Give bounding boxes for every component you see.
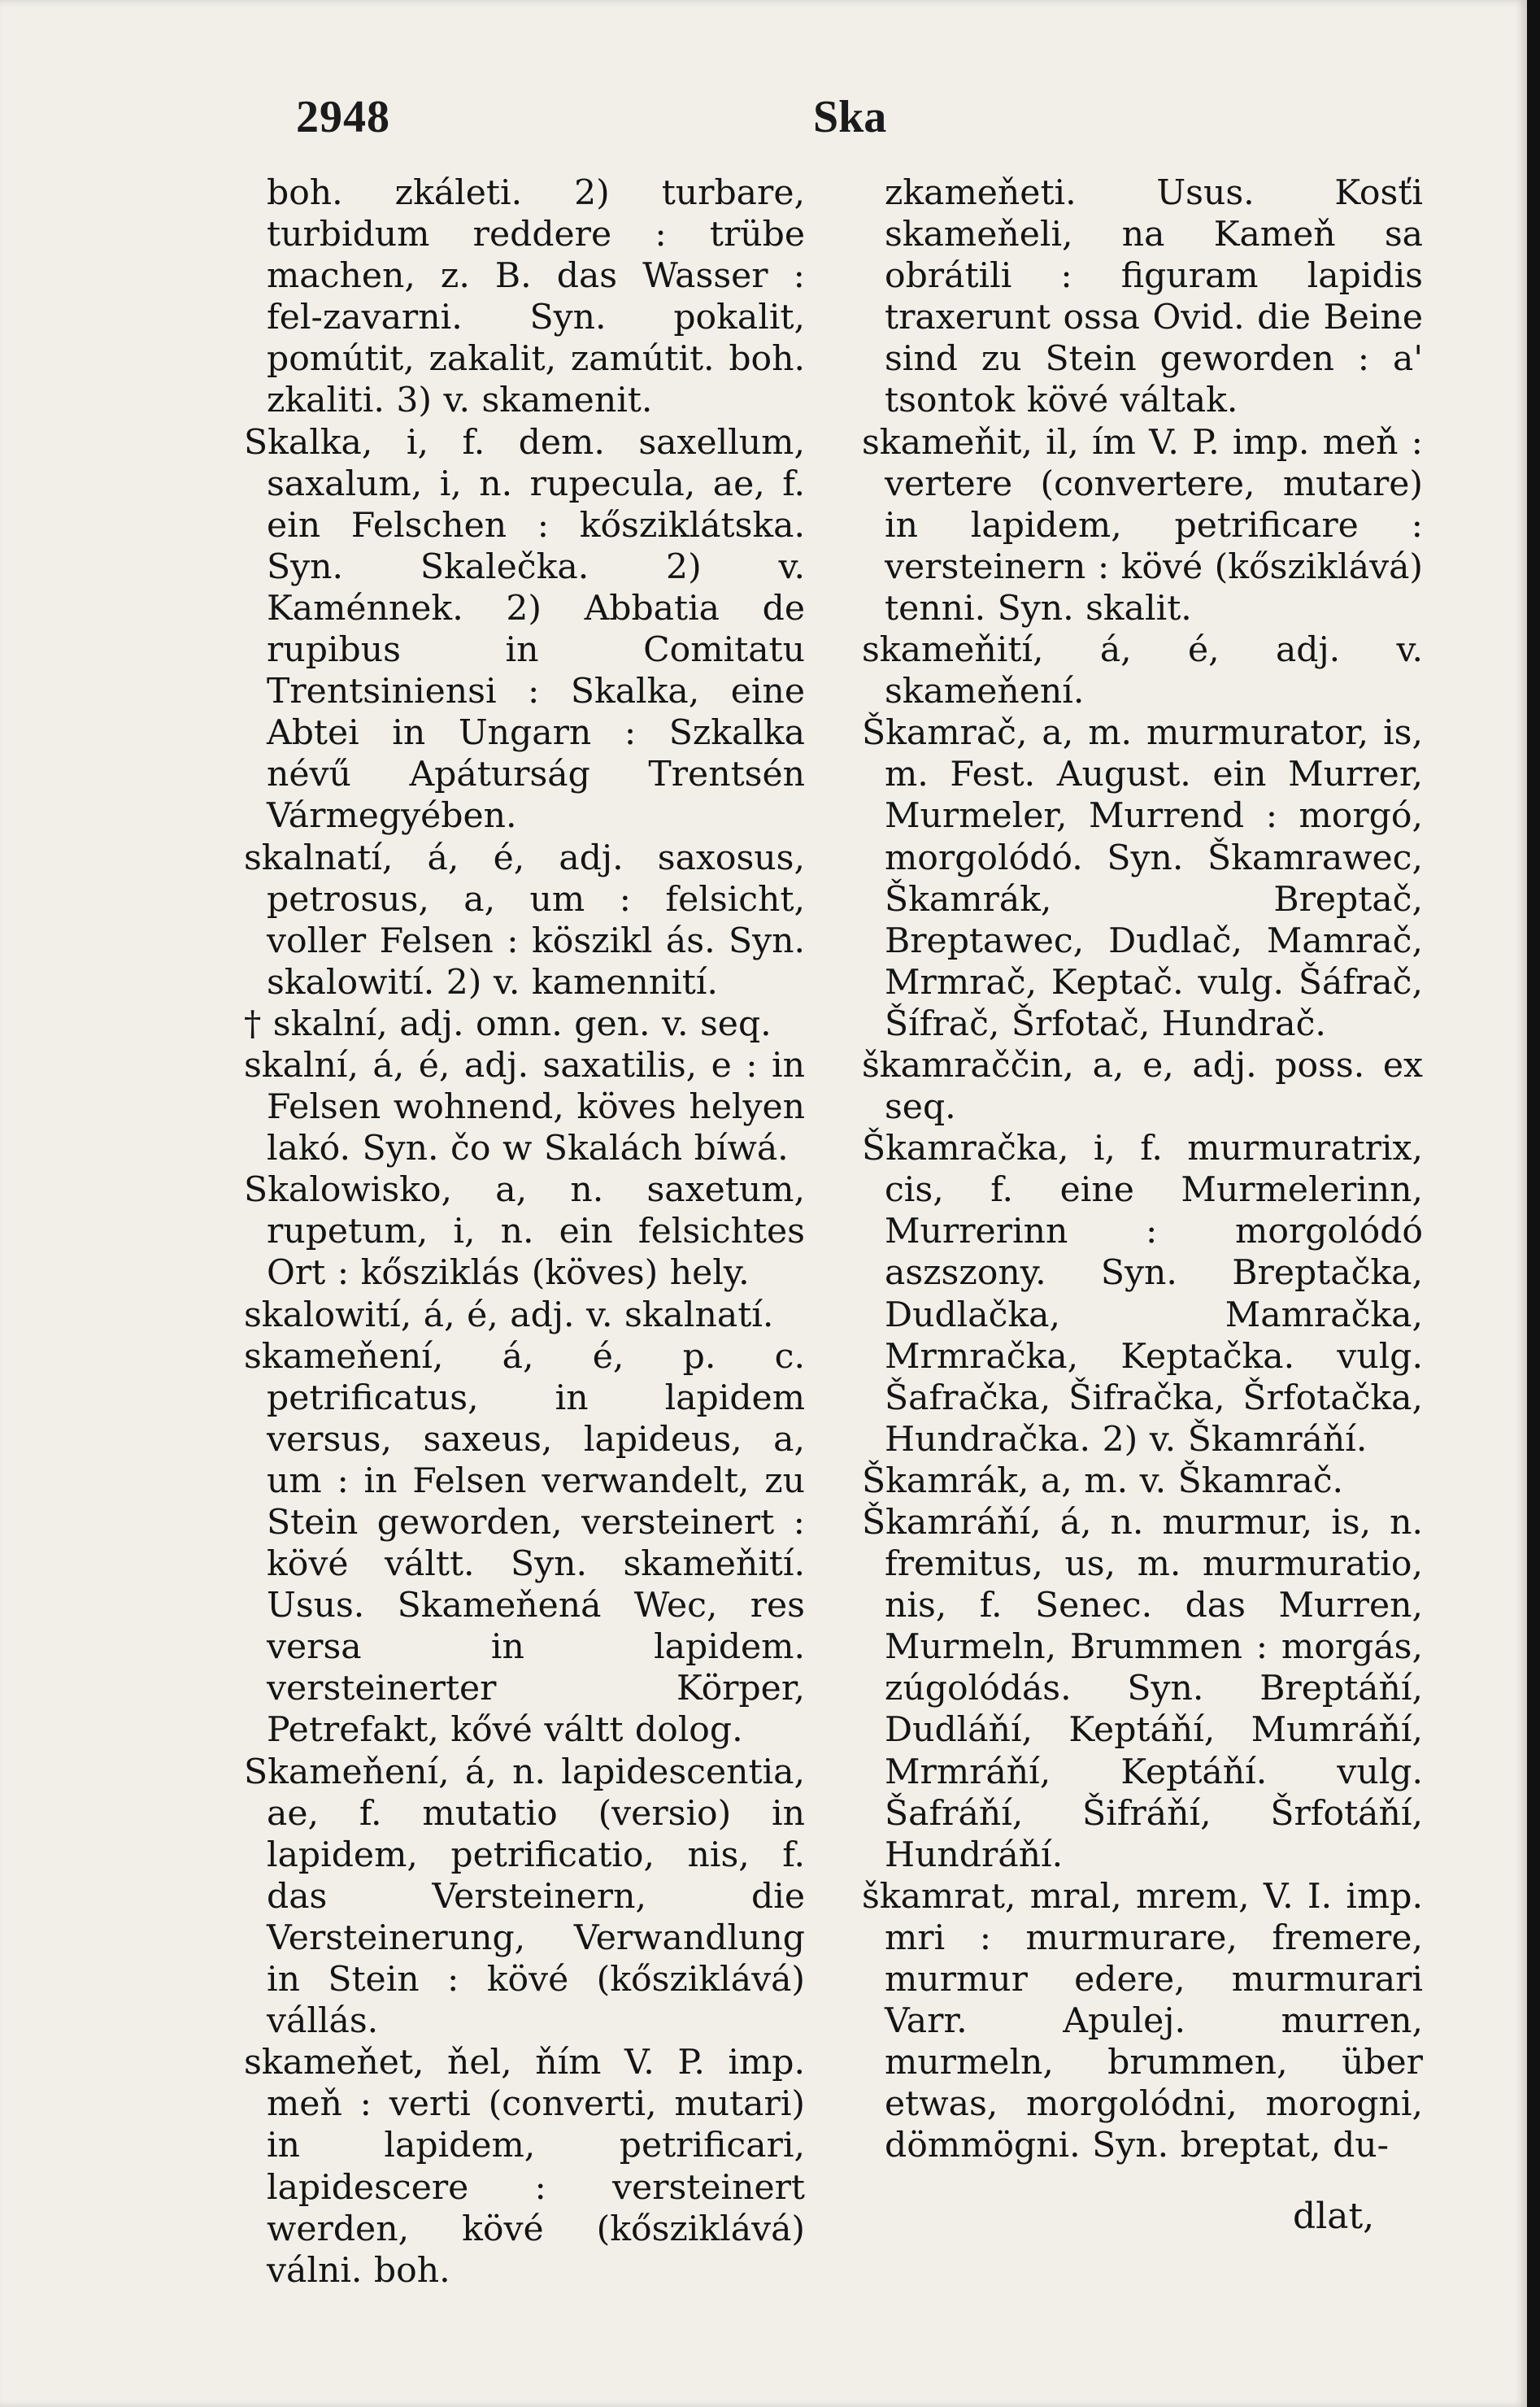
- dictionary-entry: Škamráňí, á, n. murmur, is, n. fremitus, us, m. murmuratio, nis, f. Senec. das Murren, Murmeln, Brummen : morgás, zúgolódás. Syn. Breptáňí, Dudláňí, Keptáňí, Mumráňí, Mrmráňí, Keptáňí. vulg. Šafráňí, Šifráňí, Šrfotáňí, Hundráňí.: [862, 1503, 1423, 1875]
- dictionary-entry: skameňit, il, ím V. P. imp. meň : vertere (convertere, mutare) in lapidem, petrificare : versteinern : kövé (kősziklává) tenni. Syn. skalit.: [862, 422, 1423, 629]
- dictionary-entry: skameňet, ňel, ňím V. P. imp. meň : verti (converti, mutari) in lapidem, petrificari, lapidescere : versteinert werden, kövé (kősziklává) válni. boh.: [244, 2043, 805, 2291]
- dictionary-entry: skalní, á, é, adj. saxatilis, e : in Felsen wohnend, köves helyen lakó. Syn. čo w Skalách bíwá.: [244, 1045, 805, 1169]
- right-column: [862, 172, 1423, 2167]
- catchword: dlat,: [1293, 2196, 1375, 2237]
- dictionary-entry: zkameňeti. Usus. Kosťi skameňeli, na Kameň sa obrátili : figuram lapidis traxerunt ossa Ovid. die Beine sind zu Stein geworden : a' tsontok kövé váltak.: [885, 173, 1423, 421]
- dictionary-entry: škamraččin, a, e, adj. poss. ex seq.: [862, 1045, 1423, 1128]
- dictionary-entry: skalnatí, á, é, adj. saxosus, petrosus, a, um : felsicht, voller Felsen : köszikl ás. Syn. skalowití. 2) v. kamennití.: [244, 838, 805, 1003]
- running-head: Ska: [813, 92, 887, 142]
- dictionary-entry: Skameňení, á, n. lapidescentia, ae, f. mutatio (versio) in lapidem, petrificatio, nis, f. das Versteinern, die Versteinerung, Verwandlung in Stein : kövé (kősziklává) vállás.: [244, 1752, 805, 2042]
- dictionary-entry: Škamrák, a, m. v. Škamrač.: [862, 1460, 1344, 1501]
- left-column: [244, 172, 805, 2292]
- dictionary-entry: boh. zkáleti. 2) turbare, turbidum reddere : trübe machen, z. B. das Wasser : fel-zavarni. Syn. pokalit, pomútit, zakalit, zamútit. boh. zkaliti. 3) v. skamenit.: [267, 173, 805, 421]
- page-edge-shadow: [1527, 0, 1540, 2407]
- dictionary-entry: skameňití, á, é, adj. v. skameňení.: [862, 630, 1423, 712]
- page-header: [260, 91, 1480, 156]
- dictionary-entry: Skalka, i, f. dem. saxellum, saxalum, i, n. rupecula, ae, f. ein Felschen : kősziklátska. Syn. Skalečka. 2) v. Kaménnek. 2) Abbatia de rupibus in Comitatu Trentsiniensi : Skalka, eine Abtei in Ungarn : Szkalka névű Apáturság Trentsén Vármegyében.: [244, 422, 805, 837]
- dictionary-entry: skameňení, á, é, p. c. petrificatus, in lapidem versus, saxeus, lapideus, a, um : in Felsen verwandelt, zu Stein geworden, versteinert : kövé váltt. Syn. skameňití. Usus. Skameňená Wec, res versa in lapidem. versteinerter Körper, Petrefakt, kővé váltt dolog.: [244, 1336, 805, 1751]
- dictionary-entry: † skalní, adj. omn. gen. v. seq.: [244, 1003, 772, 1044]
- dictionary-entry: skalowití, á, é, adj. v. skalnatí.: [244, 1295, 774, 1335]
- dictionary-entry: Skalowisko, a, n. saxetum, rupetum, i, n. ein felsichtes Ort : kősziklás (köves) hely.: [244, 1170, 805, 1294]
- page-number: 2948: [296, 92, 390, 142]
- dictionary-entry: škamrat, mral, mrem, V. I. imp. mri : murmurare, fremere, murmur edere, murmurari Varr. Apulej. murren, murmeln, brummen, über etwas, morgolódni, morogni, dömmögni. Syn. breptat, du-: [862, 1876, 1423, 2166]
- dictionary-entry: Škamračka, i, f. murmuratrix, cis, f. eine Murmelerinn, Murrerinn : morgolódó aszszony. Syn. Breptačka, Dudlačka, Mamračka, Mrmračka, Keptačka. vulg. Šafračka, Šifračka, Šrfotačka, Hundračka. 2) v. Škamráňí.: [862, 1129, 1423, 1460]
- dictionary-entry: Škamrač, a, m. murmurator, is, m. Fest. August. ein Murrer, Murmeler, Murrend : morgó, morgolódó. Syn. Škamrawec, Škamrák, Breptač, Breptawec, Dudlač, Mamrač, Mrmrač, Keptač. vulg. Šáfrač, Šífrač, Šrfotač, Hundrač.: [862, 713, 1423, 1044]
